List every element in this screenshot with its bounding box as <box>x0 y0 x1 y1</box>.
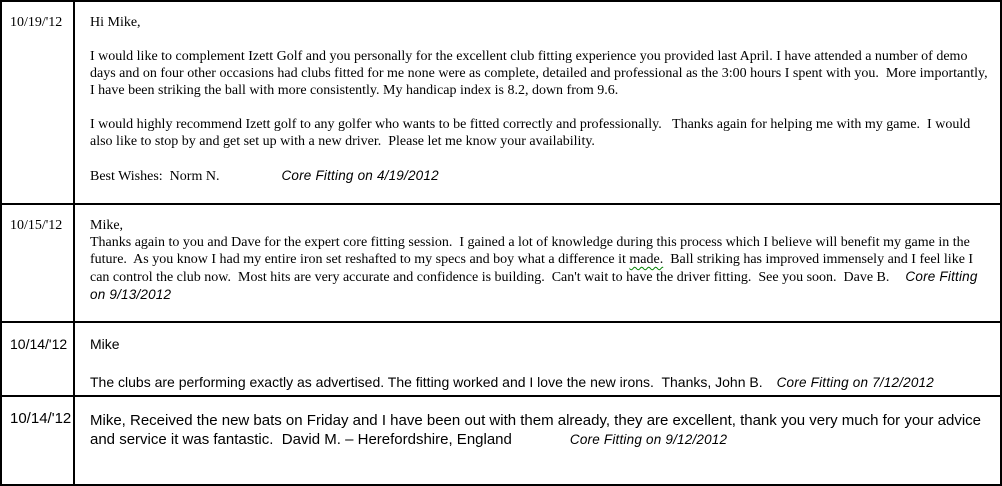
testimonial-date: 10/14/'12 <box>10 336 68 352</box>
signature-line <box>90 167 988 185</box>
testimonial-row-4 <box>2 397 1000 484</box>
tab-spacer <box>219 179 281 180</box>
testimonial-date: 10/19/'12 <box>10 15 63 30</box>
testimonial-row-2 <box>2 205 1000 323</box>
tab-spacer <box>763 386 777 387</box>
core-fitting-stamp: Core Fitting on 7/12/2012 <box>776 375 934 390</box>
greeting-line: Mike <box>90 336 120 352</box>
tab-spacer <box>889 280 905 281</box>
testimonial-paragraph: I would like to complement Izett Golf and you personally for the excellent club fitting experience you provided last April. I have attended a number of demo days and on four other occasions had clubs fitted for me none were as complete, detailed and professional as the 3:00 hours I spent with you. More importantly, I have been striking the ball with more consistently. My handicap index is 8.2, down from 9.6. <box>90 49 992 98</box>
testimonial-row-1 <box>2 2 1000 205</box>
testimonial-paragraph: I would highly recommend Izett golf to any golfer who wants to be fitted correctly and professionally. Thanks again for helping me with my game. I would also like to stop by and get set up with a new driver. Please let me know your availability. <box>90 117 974 149</box>
body-text: Ball striking has improved immensely and I feel like I can control the club now. Most hits are very accurate and confidence is building. Can't wait to have the driver fitting. See you soon. Dave B. <box>90 252 977 285</box>
body-text: Mike, Received the new bats on Friday and I have been out with them already, they are excellent, thank you very much for your advice and service it was fantastic. David M. – Herefordshire, England <box>90 412 986 448</box>
testimonial-row-3 <box>2 323 1000 397</box>
body-text: Thanks again to you and Dave for the expert core fitting session. I gained a lot of knowledge during this process which I believe will benefit my game in the future. As you know I had my entire iron set reshafted to my specs and boy what a difference it <box>90 235 974 267</box>
testimonial-paragraph <box>90 373 988 392</box>
testimonial-text-cell <box>75 205 1000 321</box>
date-cell <box>2 397 75 484</box>
core-fitting-stamp: Core Fitting on 9/12/2012 <box>569 432 728 447</box>
date-cell <box>2 205 75 321</box>
date-cell <box>2 323 75 395</box>
core-fitting-stamp: Core Fitting on 4/19/2012 <box>281 168 439 183</box>
testimonial-paragraph <box>90 234 988 304</box>
testimonial-text-cell <box>75 397 1000 484</box>
testimonial-paragraph <box>90 411 988 449</box>
greeting-line: Mike, <box>90 218 124 233</box>
tab-spacer <box>512 443 570 444</box>
greeting-line: Hi Mike, <box>90 15 141 30</box>
testimonial-text-cell <box>75 323 1000 395</box>
core-fitting-stamp: Core Fitting on 9/13/2012 <box>90 269 982 302</box>
testimonial-date: 10/15/'12 <box>10 218 63 233</box>
body-text: The clubs are performing exactly as advertised. The fitting worked and I love the new irons. Thanks, John B. <box>90 374 763 390</box>
grammar-flagged-word: made. <box>629 252 664 267</box>
signature-text: Best Wishes: Norm N. <box>90 169 220 184</box>
testimonial-date: 10/14/'12 <box>10 410 72 427</box>
date-cell <box>2 2 75 203</box>
testimonial-text-cell <box>75 2 1000 203</box>
